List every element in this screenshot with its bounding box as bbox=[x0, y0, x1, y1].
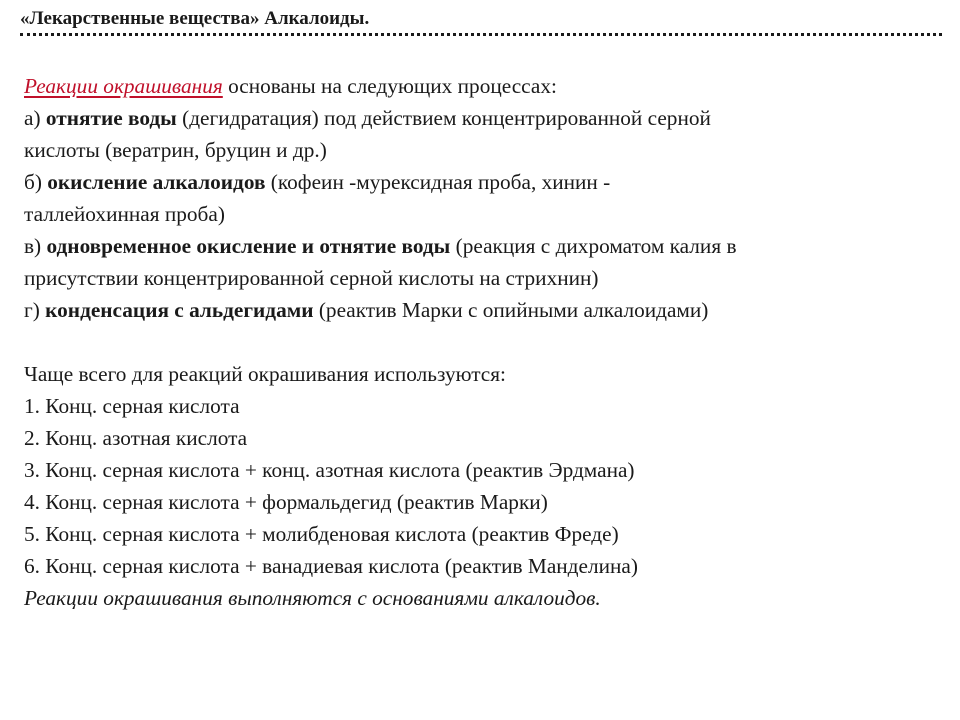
process-prefix: в) bbox=[24, 234, 47, 258]
process-text: (кофеин -мурексидная проба, хинин - bbox=[265, 170, 611, 194]
process-c-line-2 bbox=[24, 262, 924, 294]
reagent-item: 4. Конц. серная кислота + формальдегид (реактив Марки) bbox=[24, 490, 548, 514]
process-prefix: а) bbox=[24, 106, 46, 130]
blank-line bbox=[24, 326, 924, 358]
process-text: кислоты (вератрин, бруцин и др.) bbox=[24, 138, 327, 162]
process-text: таллейохинная проба) bbox=[24, 202, 225, 226]
process-bold-term: окисление алкалоидов bbox=[47, 170, 266, 194]
process-a-line-1 bbox=[24, 102, 924, 134]
slide-body bbox=[24, 70, 924, 614]
intro-line bbox=[24, 70, 924, 102]
process-b-line-2 bbox=[24, 198, 924, 230]
process-prefix: г) bbox=[24, 298, 46, 322]
reagent-item: 3. Конц. серная кислота + конц. азотная кислота (реактив Эрдмана) bbox=[24, 458, 635, 482]
dotted-divider bbox=[20, 33, 942, 36]
reagents-heading: Чаще всего для реакций окрашивания используются: bbox=[24, 362, 506, 386]
reagents-note: Реакции окрашивания выполняются с основаниями алкалоидов. bbox=[24, 586, 601, 610]
process-bold-term: конденсация с альдегидами bbox=[45, 298, 314, 322]
process-bold-term: отнятие воды bbox=[45, 106, 177, 130]
slide-title: «Лекарственные вещества» Алкалоиды. bbox=[20, 8, 370, 29]
process-text: (реакция с дихроматом калия в bbox=[450, 234, 737, 258]
process-c-line-1 bbox=[24, 230, 924, 262]
reagent-item: 6. Конц. серная кислота + ванадиевая кислота (реактив Манделина) bbox=[24, 554, 638, 578]
reagent-item: 2. Конц. азотная кислота bbox=[24, 426, 248, 450]
process-text: присутствии концентрированной серной кислоты на стрихнин) bbox=[24, 266, 599, 290]
process-b-line-1 bbox=[24, 166, 924, 198]
reagent-item: 5. Конц. серная кислота + молибденовая кислота (реактив Фреде) bbox=[24, 522, 619, 546]
intro-rest: основаны на следующих процессах: bbox=[222, 74, 557, 98]
process-a-line-2 bbox=[24, 134, 924, 166]
reagent-item: 1. Конц. серная кислота bbox=[24, 394, 240, 418]
process-prefix: б) bbox=[24, 170, 48, 194]
process-bold-term: одновременное окисление и отнятие воды bbox=[46, 234, 451, 258]
intro-term: Реакции окрашивания bbox=[24, 74, 223, 98]
process-text: (дегидратация) под действием концентрированной серной bbox=[176, 106, 711, 130]
slide-header bbox=[20, 6, 942, 36]
process-text: (реактив Марки с опийными алкалоидами) bbox=[313, 298, 709, 322]
process-d-line-1 bbox=[24, 294, 924, 326]
